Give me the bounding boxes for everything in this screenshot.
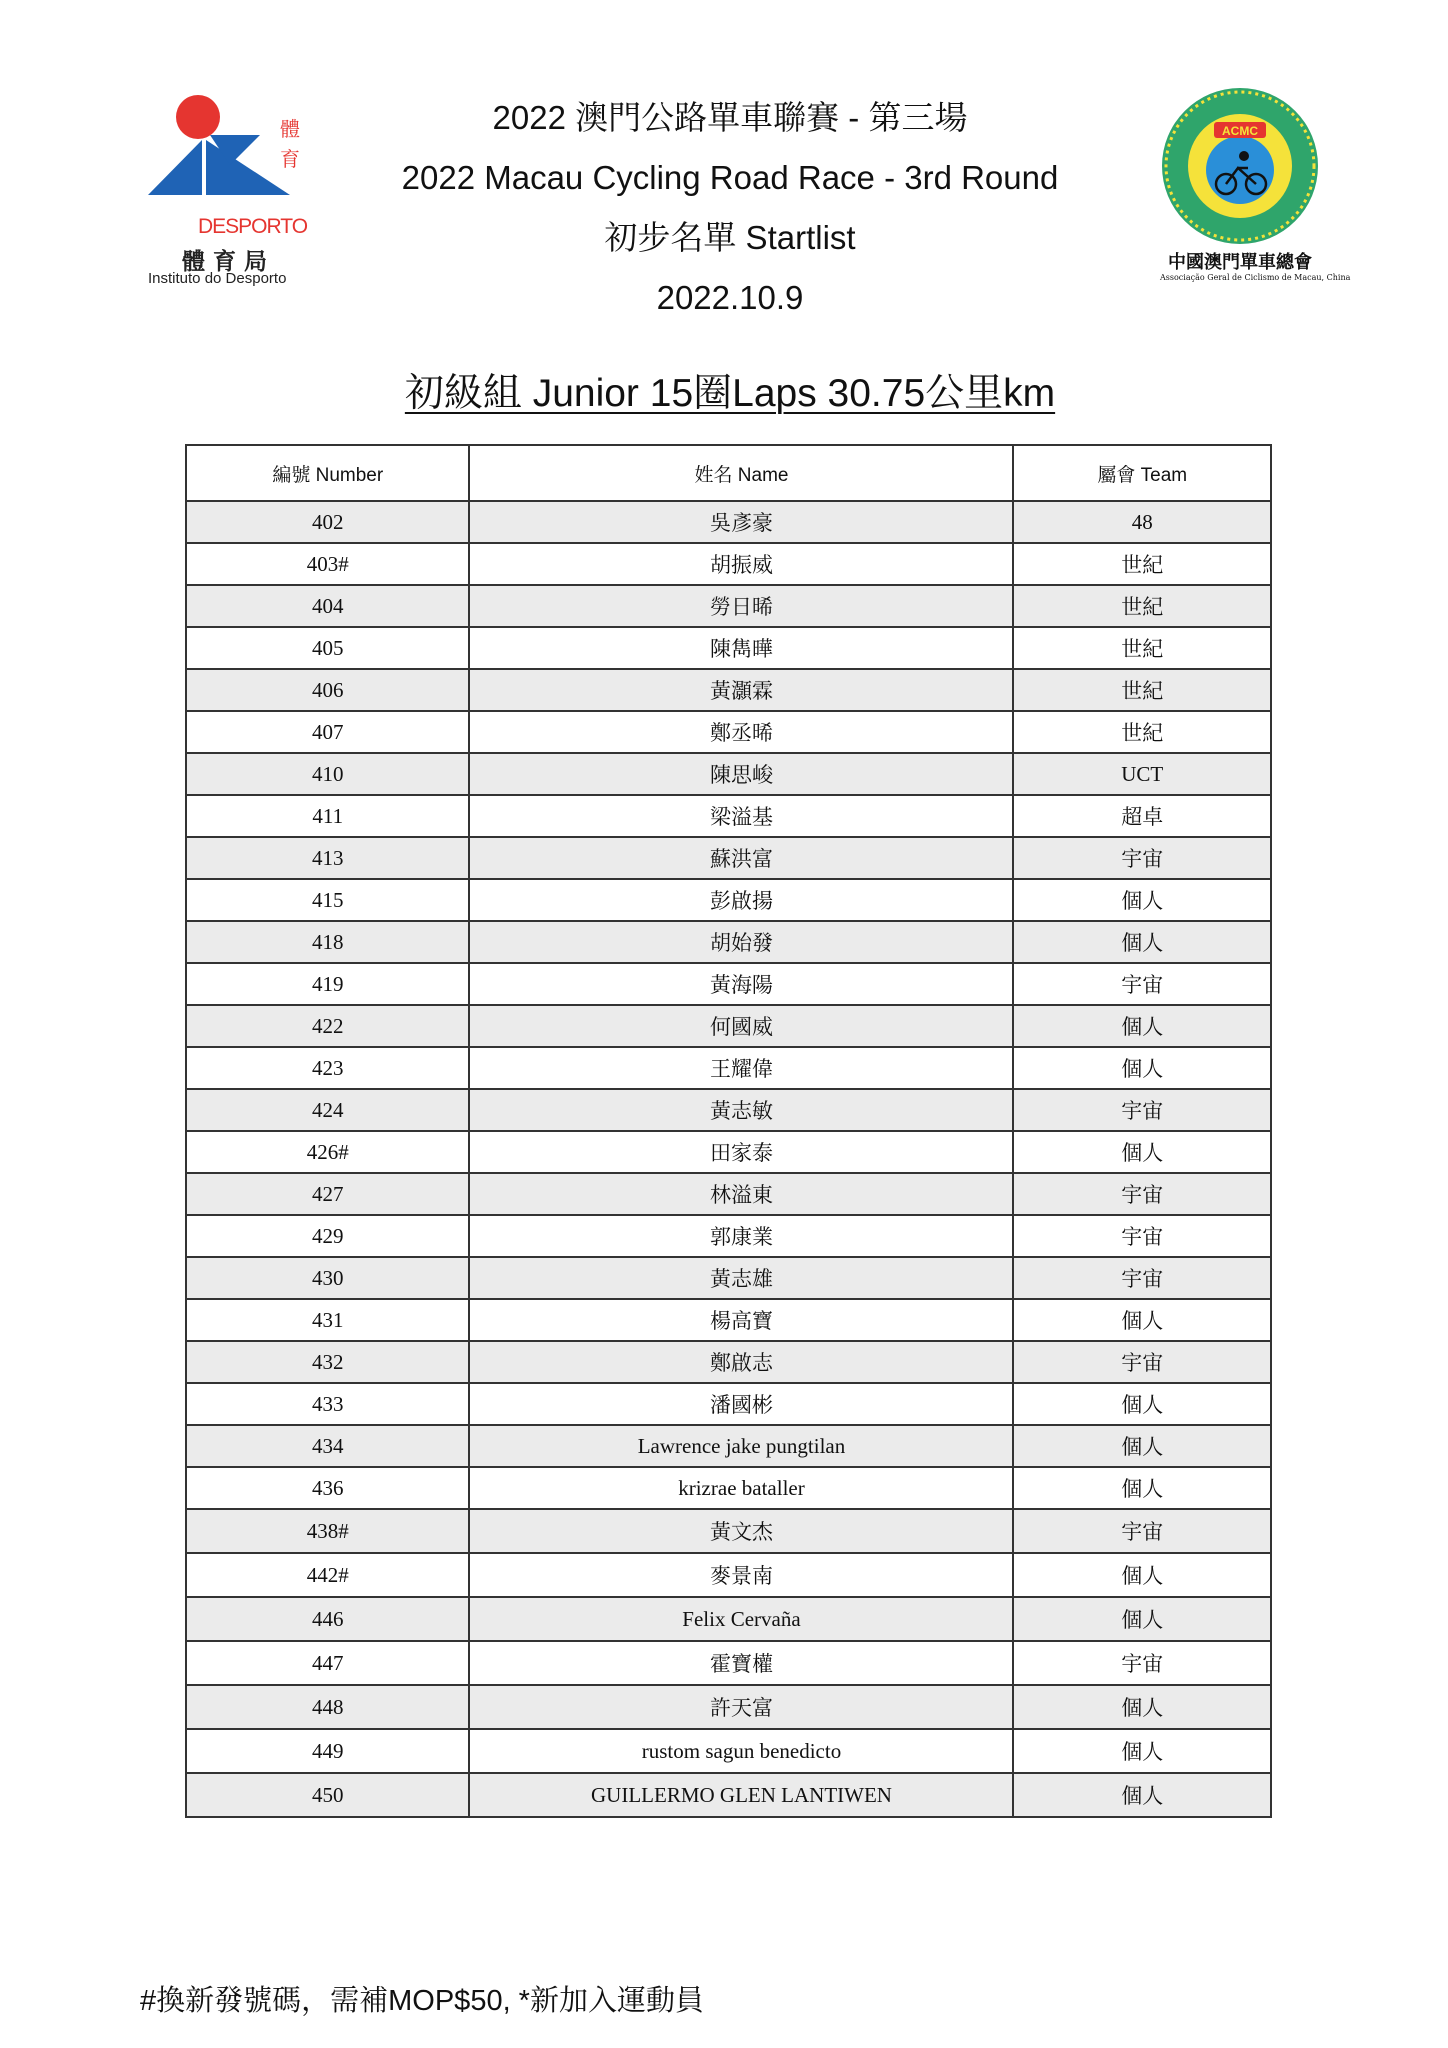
table-row xyxy=(186,837,1271,879)
rider-number: 431 xyxy=(186,1299,469,1341)
rider-number: 430 xyxy=(186,1257,469,1299)
rider-number: 434 xyxy=(186,1425,469,1467)
rider-team: 超卓 xyxy=(1013,795,1271,837)
rider-name: 田家泰 xyxy=(469,1131,1013,1173)
rider-team: 個人 xyxy=(1013,1597,1271,1641)
rider-team: 宇宙 xyxy=(1013,837,1271,879)
rider-team: 宇宙 xyxy=(1013,1173,1271,1215)
table-row xyxy=(186,1215,1271,1257)
rider-number: 404 xyxy=(186,585,469,627)
rider-number: 432 xyxy=(186,1341,469,1383)
rider-team: 個人 xyxy=(1013,1773,1271,1817)
rider-number: 447 xyxy=(186,1641,469,1685)
rider-name: GUILLERMO GLEN LANTIWEN xyxy=(469,1773,1013,1817)
rider-name: 鄭丞晞 xyxy=(469,711,1013,753)
desporto-vertical-text xyxy=(278,115,302,175)
table-row xyxy=(186,963,1271,1005)
rider-team: 48 xyxy=(1013,501,1271,543)
rider-name: rustom sagun benedicto xyxy=(469,1729,1013,1773)
rider-name: Lawrence jake pungtilan xyxy=(469,1425,1013,1467)
rider-number: 413 xyxy=(186,837,469,879)
rider-number: 403# xyxy=(186,543,469,585)
rider-name: 麥景南 xyxy=(469,1553,1013,1597)
acmc-portuguese-name: Associação Geral de Ciclismo de Macau, China xyxy=(1160,273,1351,282)
rider-name: 勞日晞 xyxy=(469,585,1013,627)
table-row xyxy=(186,1467,1271,1509)
table-row xyxy=(186,669,1271,711)
table-row xyxy=(186,1773,1271,1817)
header-date: 2022.10.9 xyxy=(656,279,804,316)
rider-name: 鄭啟志 xyxy=(469,1341,1013,1383)
rider-team: 個人 xyxy=(1013,1383,1271,1425)
rider-name: 楊高寶 xyxy=(469,1299,1013,1341)
rider-team: 世紀 xyxy=(1013,627,1271,669)
rider-team: 世紀 xyxy=(1013,711,1271,753)
rider-number: 450 xyxy=(186,1773,469,1817)
table-row xyxy=(186,1005,1271,1047)
header-title-chinese: 2022 澳門公路單車聯賽 - 第三場 xyxy=(492,99,968,136)
footer-note: #換新發號碼，需補MOP$50, *新加入運動員 xyxy=(140,1985,704,2017)
table-row xyxy=(186,795,1271,837)
rider-name: 陳雋曄 xyxy=(469,627,1013,669)
table-row xyxy=(186,1299,1271,1341)
table-row xyxy=(186,1173,1271,1215)
rider-number: 410 xyxy=(186,753,469,795)
table-row xyxy=(186,1685,1271,1729)
column-header-number: 編號 Number xyxy=(186,445,469,501)
rider-team: 個人 xyxy=(1013,1729,1271,1773)
rider-team: 世紀 xyxy=(1013,543,1271,585)
acmc-emblem-icon xyxy=(1160,88,1320,248)
rider-number: 436 xyxy=(186,1467,469,1509)
rider-team: 個人 xyxy=(1013,1553,1271,1597)
rider-name: 何國威 xyxy=(469,1005,1013,1047)
table-row xyxy=(186,1729,1271,1773)
rider-team: 個人 xyxy=(1013,1047,1271,1089)
rider-number: 438# xyxy=(186,1509,469,1553)
rider-number: 406 xyxy=(186,669,469,711)
rider-name: 黃志雄 xyxy=(469,1257,1013,1299)
rider-team: 宇宙 xyxy=(1013,1509,1271,1553)
table-row xyxy=(186,711,1271,753)
section-title-text: 初級組 Junior 15圈Laps 30.75公里km xyxy=(404,372,1056,415)
rider-name: 黃志敏 xyxy=(469,1089,1013,1131)
desporto-vertical-char: 育 xyxy=(280,149,300,171)
acmc-chinese-name: 中國澳門單車總會 xyxy=(1168,252,1312,273)
table-row xyxy=(186,1257,1271,1299)
table-row xyxy=(186,627,1271,669)
startlist-table xyxy=(185,444,1272,1818)
rider-team: 宇宙 xyxy=(1013,1089,1271,1131)
rider-name: 蘇洪富 xyxy=(469,837,1013,879)
rider-name: 潘國彬 xyxy=(469,1383,1013,1425)
table-row xyxy=(186,543,1271,585)
rider-number: 422 xyxy=(186,1005,469,1047)
desporto-brand: DESPORTO xyxy=(198,215,308,238)
table-row xyxy=(186,1425,1271,1467)
desporto-vertical-char: 體 xyxy=(280,119,300,141)
rider-number: 429 xyxy=(186,1215,469,1257)
table-row xyxy=(186,1341,1271,1383)
rider-name: 許天富 xyxy=(469,1685,1013,1729)
table-header-row xyxy=(186,445,1271,501)
rider-number: 427 xyxy=(186,1173,469,1215)
rider-name: 吳彥豪 xyxy=(469,501,1013,543)
rider-number: 407 xyxy=(186,711,469,753)
rider-number: 423 xyxy=(186,1047,469,1089)
rider-number: 446 xyxy=(186,1597,469,1641)
rider-number: 419 xyxy=(186,963,469,1005)
rider-name: 王耀偉 xyxy=(469,1047,1013,1089)
rider-number: 448 xyxy=(186,1685,469,1729)
rider-team: 宇宙 xyxy=(1013,1257,1271,1299)
rider-name: 黃文杰 xyxy=(469,1509,1013,1553)
rider-team: 個人 xyxy=(1013,1131,1271,1173)
rider-number: 426# xyxy=(186,1131,469,1173)
rider-name: 胡振威 xyxy=(469,543,1013,585)
rider-number: 424 xyxy=(186,1089,469,1131)
header-title-english: 2022 Macau Cycling Road Race - 3rd Round xyxy=(401,159,1059,196)
table-row xyxy=(186,585,1271,627)
rider-number: 433 xyxy=(186,1383,469,1425)
startlist-body xyxy=(186,501,1271,1817)
rider-name: 霍寶權 xyxy=(469,1641,1013,1685)
table-row xyxy=(186,1131,1271,1173)
rider-name: Felix Cervaña xyxy=(469,1597,1013,1641)
acmc-logo xyxy=(1160,88,1351,298)
rider-team: 個人 xyxy=(1013,1467,1271,1509)
rider-number: 415 xyxy=(186,879,469,921)
rider-team: 個人 xyxy=(1013,1425,1271,1467)
rider-number: 405 xyxy=(186,627,469,669)
desporto-chinese-name: 體育局 xyxy=(182,248,275,274)
desporto-logo xyxy=(140,95,320,295)
rider-number: 418 xyxy=(186,921,469,963)
rider-team: 個人 xyxy=(1013,879,1271,921)
rider-name: 陳思峻 xyxy=(469,753,1013,795)
acmc-badge-label: ACMC xyxy=(1222,124,1258,138)
rider-name: 林溢東 xyxy=(469,1173,1013,1215)
rider-team: 個人 xyxy=(1013,1005,1271,1047)
rider-team: UCT xyxy=(1013,753,1271,795)
table-row xyxy=(186,753,1271,795)
column-header-name: 姓名 Name xyxy=(469,445,1013,501)
rider-team: 世紀 xyxy=(1013,669,1271,711)
table-row xyxy=(186,1089,1271,1131)
table-row xyxy=(186,501,1271,543)
rider-team: 宇宙 xyxy=(1013,1215,1271,1257)
header-startlist: 初步名單 Startlist xyxy=(604,219,856,256)
rider-name: 黃灝霖 xyxy=(469,669,1013,711)
table-row xyxy=(186,1047,1271,1089)
rider-number: 411 xyxy=(186,795,469,837)
rider-number: 449 xyxy=(186,1729,469,1773)
section-title xyxy=(330,362,1130,418)
rider-number: 402 xyxy=(186,501,469,543)
rider-team: 宇宙 xyxy=(1013,1641,1271,1685)
rider-team: 宇宙 xyxy=(1013,963,1271,1005)
table-row xyxy=(186,1509,1271,1553)
table-row xyxy=(186,921,1271,963)
document-header xyxy=(330,88,1130,328)
table-row xyxy=(186,1641,1271,1685)
rider-name: 彭啟揚 xyxy=(469,879,1013,921)
rider-name: 胡始發 xyxy=(469,921,1013,963)
rider-name: 黃海陽 xyxy=(469,963,1013,1005)
rider-team: 個人 xyxy=(1013,921,1271,963)
rider-name: krizrae bataller xyxy=(469,1467,1013,1509)
table-row xyxy=(186,1597,1271,1641)
rider-team: 個人 xyxy=(1013,1299,1271,1341)
column-header-team: 屬會 Team xyxy=(1013,445,1271,501)
table-row xyxy=(186,1383,1271,1425)
rider-name: 梁溢基 xyxy=(469,795,1013,837)
rider-team: 個人 xyxy=(1013,1685,1271,1729)
desporto-portuguese-name: Instituto do Desporto xyxy=(148,270,287,287)
table-row xyxy=(186,1553,1271,1597)
table-row xyxy=(186,879,1271,921)
rider-team: 宇宙 xyxy=(1013,1341,1271,1383)
rider-team: 世紀 xyxy=(1013,585,1271,627)
rider-number: 442# xyxy=(186,1553,469,1597)
rider-name: 郭康業 xyxy=(469,1215,1013,1257)
